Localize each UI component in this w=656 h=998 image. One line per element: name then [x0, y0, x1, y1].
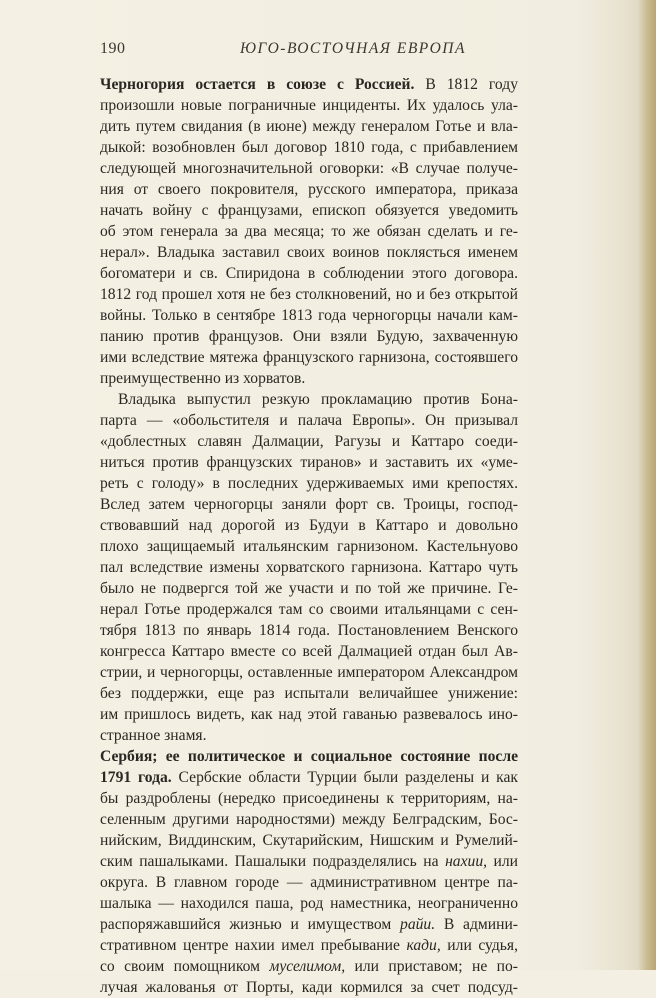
- text-run: бы раздроблены (нередко присоединены к территориям, на-: [100, 790, 518, 807]
- text-line: [100, 494, 518, 515]
- text-run: Вслед затем черногорцы заняли форт св. Троицы, господ-: [100, 496, 518, 513]
- text-line: [100, 95, 518, 116]
- text-line: [100, 452, 518, 473]
- text-line: [100, 956, 518, 977]
- text-run: парта — «обольстителя и палача Европы». Он призывал: [100, 412, 518, 429]
- text-run: В админи-: [435, 916, 518, 933]
- text-line: [100, 326, 518, 347]
- text-line: [100, 200, 518, 221]
- text-run: преимущественно из хорватов.: [100, 370, 306, 387]
- text-run: или судья,: [440, 937, 518, 954]
- text-run: было не подвергся той же участи и по той же причине. Ге-: [100, 580, 518, 597]
- text-run: ским пашалыками. Пашалыки подразделялись на: [100, 853, 446, 870]
- text-line: [100, 809, 518, 830]
- text-line: [100, 410, 518, 431]
- text-run: шалыка — находился паша, род наместника, неограниченно: [100, 895, 518, 912]
- text-run: пал вследствие измены хорватского гарнизона. Каттаро чуть: [100, 559, 518, 576]
- text-run: тября 1813 по январь 1814 года. Постановлением Венского: [100, 622, 518, 639]
- text-run: В 1812 году: [414, 76, 518, 93]
- text-line: [100, 515, 518, 536]
- text-line: [100, 263, 518, 284]
- text-run: со своим помощником: [100, 958, 270, 975]
- text-line: [100, 872, 518, 893]
- page-edge-shadow: [638, 0, 656, 970]
- text-run: нерал Готье продержался там со своими итальянцами с сен-: [100, 601, 518, 618]
- text-line: [100, 305, 518, 326]
- text-run: начать войну с французами, епископ обязуется уведомить: [100, 202, 518, 219]
- text-line: [100, 242, 518, 263]
- text-line: [100, 389, 518, 410]
- text-line: [100, 347, 518, 368]
- text-run: дить путем свидания (в июне) между генералом Готье и вла-: [100, 118, 518, 135]
- text-run: ния от своего покровителя, русского императора, приказа: [100, 181, 518, 198]
- text-line: [100, 641, 518, 662]
- text-run: произошли новые пограничные инциденты. Их удалось ула-: [100, 97, 518, 114]
- text-run: селенным другими народностями) между Белградским, Бос-: [100, 811, 518, 828]
- text-run: Владыка выпустил резкую прокламацию против Бона-: [118, 391, 518, 408]
- text-line: [100, 158, 518, 179]
- text-run: стрии, и черногорцы, оставленные императором Александром: [100, 664, 518, 681]
- text-line: [100, 284, 518, 305]
- text-line: [100, 473, 518, 494]
- italic-run: кади,: [406, 937, 441, 954]
- text-run: или: [487, 853, 518, 870]
- text-line: [100, 116, 518, 137]
- text-line: [100, 746, 518, 767]
- text-run: нерал». Владыка заставил своих воинов поклясться именем: [100, 244, 518, 261]
- text-line: [100, 914, 518, 935]
- text-line: [100, 725, 518, 746]
- text-run: дыкой: возобновлен был договор 1810 года, с прибавлением: [100, 139, 518, 156]
- text-run: богоматери и св. Спиридона в соблюдении этого договора.: [100, 265, 518, 282]
- text-run: или приставом; не по-: [345, 958, 518, 975]
- page-header: [100, 40, 520, 66]
- text-run: плохо защищаемый итальянским гарнизоном. Кастельнуово: [100, 538, 518, 555]
- text-run: реть с голоду» в последних удерживаемых ими крепостях.: [100, 475, 518, 492]
- body-text: [100, 74, 518, 998]
- italic-run: муселимом,: [269, 958, 346, 975]
- text-line: [100, 536, 518, 557]
- text-run: об этом генерала за два месяца; то же обязан сделать и ге-: [100, 223, 518, 240]
- italic-run: райи.: [400, 916, 436, 933]
- text-run: ими вследствие мятежа французского гарнизона, состоявшего: [100, 349, 518, 366]
- text-run: округа. В главном городе — административном центре па-: [100, 874, 518, 891]
- text-line: [100, 431, 518, 452]
- text-line: [100, 221, 518, 242]
- italic-run: нахии,: [445, 853, 488, 870]
- text-run: нийским, Виддинским, Скутарийским, Нишским и Румелий-: [100, 832, 518, 849]
- text-run: лучая жалованья от Порты, кади кормился за счет подсуд-: [100, 979, 518, 996]
- text-run: конгресса Каттаро вместе со всей Далмацией отдан был Ав-: [100, 643, 518, 660]
- text-run: панию против французов. Они взяли Будую, захваченную: [100, 328, 518, 345]
- text-line: [100, 662, 518, 683]
- text-run: следующей многозначительной оговорки: «В случае получе-: [100, 160, 518, 177]
- text-line: [100, 788, 518, 809]
- text-run: без поддержки, еще раз испытали величайшее унижение:: [100, 685, 518, 702]
- text-line: [100, 137, 518, 158]
- bold-run: Черногория остается в союзе с Россией.: [100, 76, 415, 93]
- text-line: [100, 578, 518, 599]
- text-line: [100, 179, 518, 200]
- running-title: ЮГО-ВОСТОЧНАЯ ЕВРОПА: [240, 40, 466, 57]
- text-run: распоряжавшийся жизнью и имуществом: [100, 916, 401, 933]
- text-run: ниться против французских тиранов» и заставить их «уме-: [100, 454, 518, 471]
- text-line: [100, 704, 518, 725]
- text-line: [100, 851, 518, 872]
- text-line: [100, 620, 518, 641]
- page-number: 190: [100, 40, 126, 57]
- bold-run: Сербия; ее политическое и социальное состояние после: [100, 748, 518, 765]
- text-run: «доблестных славян Далмации, Рагузы и Каттаро соеди-: [100, 433, 518, 450]
- text-run: им пришлось видеть, как над этой гаванью развевалось ино-: [100, 706, 518, 723]
- text-line: [100, 368, 518, 389]
- text-line: [100, 977, 518, 998]
- text-run: Сербские области Турции были разделены и как: [171, 769, 518, 786]
- text-line: [100, 893, 518, 914]
- text-line: [100, 683, 518, 704]
- text-run: странное знамя.: [100, 727, 207, 744]
- text-run: войны. Только в сентябре 1813 года черногорцы начали кам-: [100, 307, 518, 324]
- text-run: 1812 год прошел хотя не без столкновений, но и без открытой: [100, 286, 518, 303]
- text-line: [100, 830, 518, 851]
- text-line: [100, 74, 518, 95]
- text-line: [100, 935, 518, 956]
- text-run: стративном центре нахии имел пребывание: [100, 937, 407, 954]
- text-line: [100, 557, 518, 578]
- text-line: [100, 767, 518, 788]
- bold-run: 1791 года.: [100, 769, 172, 786]
- text-run: ствовавший над дорогой из Будуи в Каттаро и довольно: [100, 517, 518, 534]
- text-line: [100, 599, 518, 620]
